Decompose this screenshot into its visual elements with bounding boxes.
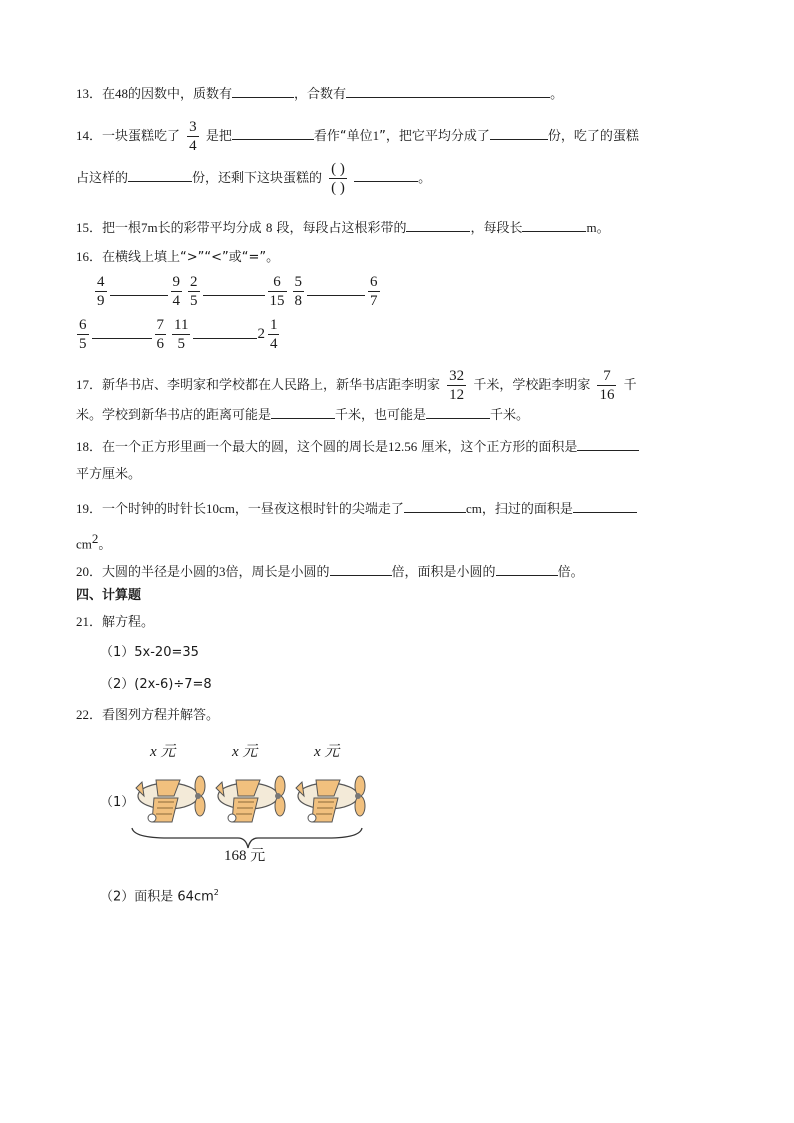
question-19-line2: [76, 530, 111, 554]
answer-blank[interactable]: [426, 404, 490, 419]
airplane-icon: [296, 776, 365, 822]
comparison-blank[interactable]: [203, 275, 265, 296]
comparison-blank[interactable]: [110, 275, 168, 296]
question-21: [76, 613, 154, 632]
question-17: [76, 367, 637, 404]
number: 7m: [141, 220, 158, 235]
text: 份，还剩下这块蛋糕的: [192, 171, 323, 186]
question-15: [76, 217, 610, 238]
text: 在: [102, 87, 116, 102]
total-price-label: 168 元: [224, 848, 266, 864]
text: 是把: [205, 129, 232, 144]
denominator: 9: [97, 293, 105, 309]
inequality-row-1: [92, 273, 383, 310]
answer-blank[interactable]: [577, 436, 639, 451]
airplane-icon: [216, 776, 285, 822]
fraction: [77, 316, 89, 353]
airplane-icon: [136, 776, 205, 822]
numerator: 6: [370, 274, 378, 290]
denominator: 8: [294, 293, 302, 309]
question-number: 22．: [76, 707, 103, 722]
fraction: [368, 273, 380, 310]
numerator: 5: [294, 274, 302, 290]
section-heading: 四、计算题: [76, 588, 142, 603]
price-label: x 元: [232, 744, 258, 760]
text: 份，吃了的蛋糕: [547, 129, 639, 144]
text: ，每段长: [470, 221, 523, 236]
fraction: [188, 273, 200, 310]
number: 1: [372, 128, 380, 143]
unit: cm: [76, 536, 92, 552]
question-number: 20．: [76, 564, 103, 579]
text: 。: [98, 537, 112, 553]
text: 千米。: [490, 408, 530, 423]
question-14: [76, 118, 639, 155]
numerator: 32: [449, 368, 465, 384]
answer-blank[interactable]: [522, 217, 586, 232]
question-number: 15．: [76, 220, 103, 235]
answer-blank[interactable]: [354, 167, 418, 182]
text: 。: [418, 171, 432, 186]
number: 48: [115, 86, 129, 101]
answer-blank[interactable]: [496, 561, 558, 576]
text: ”，把它平均分成了: [379, 129, 490, 144]
question-number: 16．: [76, 249, 103, 264]
denominator: 4: [269, 336, 278, 352]
superscript: 2: [91, 531, 99, 546]
fraction: [172, 316, 190, 353]
text: 厘米，这个正方形的面积是: [421, 440, 578, 455]
unit: cm: [465, 501, 482, 516]
question-number: 17．: [76, 377, 103, 392]
text: 看作“单位: [313, 129, 373, 144]
text: 长的彩带平均分成: [157, 221, 262, 236]
numerator: 11: [174, 317, 189, 333]
fraction: [268, 273, 287, 310]
denominator: ( ): [331, 180, 345, 196]
fill-in-fraction[interactable]: [329, 160, 347, 197]
question-number: 19．: [76, 501, 103, 516]
text: ，一昼夜这根时针的尖端走了: [234, 502, 404, 517]
fraction: [293, 273, 305, 310]
fraction: [597, 367, 616, 404]
question-13: [76, 83, 563, 104]
question-17-line2: [76, 404, 529, 425]
sub-question-1-label: （1）: [100, 795, 135, 810]
comparison-blank[interactable]: [307, 275, 365, 296]
superscript: 2: [213, 888, 219, 897]
denominator: 4: [172, 293, 180, 309]
equation-2: （2）(2x-6)÷7=8: [100, 677, 212, 692]
sub-question-2: [100, 884, 219, 906]
text: 平方厘米。: [76, 467, 142, 482]
text: 千米，学校距李明家: [473, 378, 591, 393]
denominator: 4: [189, 138, 197, 154]
numerator: 6: [79, 317, 87, 333]
denominator: 7: [370, 293, 378, 309]
question-14-line2: [76, 160, 431, 197]
numerator: ( ): [331, 161, 345, 177]
denominator: 6: [156, 336, 164, 352]
fraction: [171, 273, 183, 310]
answer-blank[interactable]: [346, 83, 550, 98]
question-number: 14．: [76, 128, 103, 143]
numerator: 1: [269, 317, 278, 333]
question-22: [76, 706, 219, 725]
numerator: 9: [172, 274, 180, 290]
denominator: 5: [79, 336, 87, 352]
text: 一块蛋糕吃了: [102, 129, 181, 144]
text: 看图列方程并解答。: [102, 708, 220, 723]
answer-blank[interactable]: [232, 125, 314, 140]
question-18-line2: [76, 466, 141, 484]
text: 段，每段占这根彩带的: [276, 221, 407, 236]
question-18: [76, 436, 639, 457]
answer-blank[interactable]: [330, 561, 392, 576]
text: 倍，面积是小圆的: [391, 565, 496, 580]
denominator: 12: [449, 387, 465, 403]
price-label: x 元: [150, 744, 176, 760]
numerator: 7: [156, 317, 164, 333]
text: 解方程。: [102, 615, 155, 630]
text: （2）面积是 64cm: [100, 889, 214, 905]
text: ，扫过的面积是: [481, 502, 573, 517]
answer-blank[interactable]: [573, 498, 637, 513]
question-number: 13．: [76, 86, 103, 101]
text: 占这样的: [76, 171, 129, 186]
text: 倍，周长是小圆的: [225, 565, 330, 580]
answer-blank[interactable]: [271, 404, 335, 419]
comparison-blank[interactable]: [92, 318, 152, 339]
text: 一个时钟的时针长: [102, 502, 207, 517]
number: 8: [265, 220, 273, 235]
numerator: 6: [268, 273, 287, 292]
airplane-figure: [128, 738, 368, 868]
numerator: 2: [190, 274, 198, 290]
text: 在一个正方形里画一个最大的圆，这个圆的周长是: [102, 440, 389, 455]
answer-blank[interactable]: [490, 125, 548, 140]
numerator: 3: [189, 119, 197, 135]
text: 千米，也可能是: [335, 408, 427, 423]
question-19: [76, 498, 637, 519]
text: ，合数有: [294, 87, 347, 102]
question-number: 18．: [76, 439, 103, 454]
question-20: [76, 561, 584, 582]
text: 千: [623, 378, 637, 393]
question-16: [76, 248, 279, 267]
text: 的因数中，质数有: [128, 87, 233, 102]
text: 大圆的半径是小圆的: [102, 565, 220, 580]
fraction: [155, 316, 167, 353]
comparison-blank[interactable]: [193, 318, 257, 339]
fraction: [95, 273, 107, 310]
answer-blank[interactable]: [232, 83, 294, 98]
text: 把一根: [102, 221, 142, 236]
unit: m: [586, 220, 597, 235]
price-label: x 元: [314, 744, 340, 760]
numerator: 4: [97, 274, 105, 290]
fraction: [187, 118, 199, 155]
answer-blank[interactable]: [404, 498, 466, 513]
text: 新华书店、李明家和学校都在人民路上，新华书店距李明家: [102, 378, 441, 393]
text: 。: [550, 87, 564, 102]
number: 12.56: [388, 439, 418, 454]
text: 。: [596, 221, 610, 236]
fraction: [447, 367, 466, 404]
text: 米。学校到新华书店的距离可能是: [76, 408, 272, 423]
equation-1: （1）5x-20=35: [100, 645, 199, 660]
denominator: 15: [269, 293, 285, 309]
number: 3: [219, 564, 226, 579]
numerator: 7: [597, 367, 616, 386]
mixed-number-whole: 2: [257, 326, 265, 342]
denominator: 5: [190, 293, 198, 309]
inequality-row-2: [74, 316, 282, 353]
text: 在横线上填上“>”“<”或“=”。: [102, 250, 280, 265]
denominator: 5: [177, 336, 185, 352]
answer-blank[interactable]: [128, 167, 192, 182]
fraction: [268, 316, 280, 353]
text: 倍。: [557, 565, 584, 580]
denominator: 16: [599, 387, 615, 403]
answer-blank[interactable]: [406, 217, 470, 232]
question-number: 21．: [76, 614, 103, 629]
number: 10cm: [206, 501, 235, 516]
